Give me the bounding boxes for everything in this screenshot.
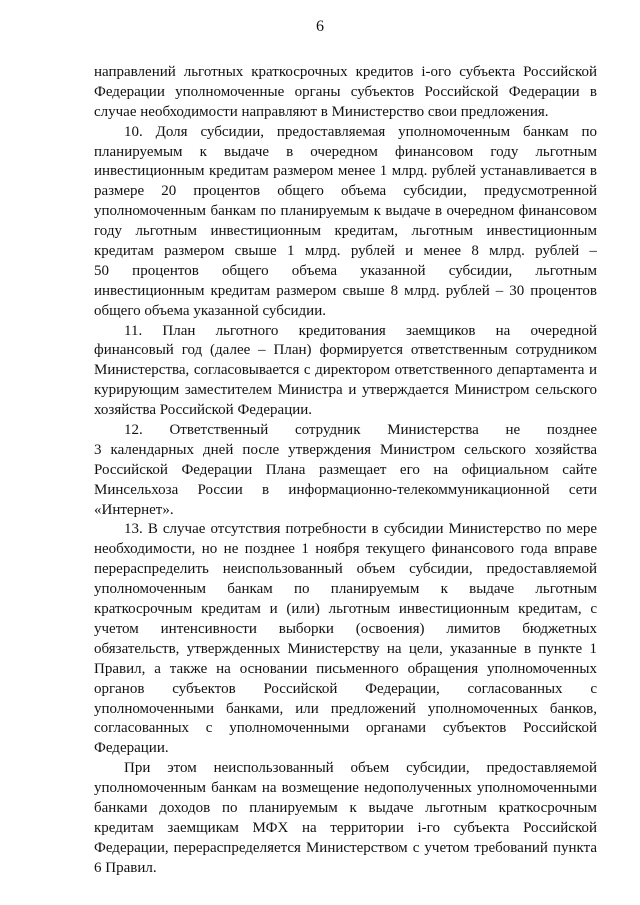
text-line: органов субъектов Российской Федерации, согласованных с [94,680,597,697]
text-line: финансовый год (далее – План) формируется ответственным сотрудником [94,342,597,359]
text-line: 13. В случае отсутствия потребности в субсидии Министерство по мере [124,521,597,538]
text-line: курирующим заместителем Министра и утверждается Министром сельского [94,382,597,399]
text-line: 50 процентов общего объема указанной субсидии, льготным [94,262,597,279]
text-line: 10. Доля субсидии, предоставляемая уполномоченным банкам по [124,123,597,140]
text-line: кредитам заемщикам МФХ на территории i-го субъекта Российской [94,819,597,836]
text-line: уполномоченным банкам на возмещение недополученных уполномоченными [94,780,597,797]
text-line: уполномоченным банкам по планируемым к выдаче в очередном финансовом [94,203,597,220]
text-line: Минсельхоза России в информационно-телекоммуникационной сети [94,481,597,498]
text-line: случае необходимости направляют в Министерство свои предложения. [94,103,549,120]
text-line: 3 календарных дней после утверждения Министром сельского хозяйства [94,441,597,458]
document-body [94,63,597,879]
text-line: размере 20 процентов общего объема субсидии, предусмотренной [94,183,597,200]
page-number: 6 [316,18,324,35]
text-line: 6 Правил. [94,859,157,876]
text-line: общего объема указанной субсидии. [94,302,326,319]
text-line: хозяйства Российской Федерации. [94,402,313,419]
text-line: Правил, а также на основании письменного обращения уполномоченных [94,660,597,677]
text-line: учетом интенсивности выборки (освоения) лимитов бюджетных [94,620,597,637]
text-line: уполномоченным банкам по планируемым к выдаче льготным [94,581,597,598]
text-line: При этом неиспользованный объем субсидии, предоставляемой [124,760,597,777]
text-line: инвестиционным кредитам размером свыше 8 млрд. рублей – 30 процентов [94,282,597,299]
text-line: планируемым к выдаче в очередном финансовом году льготным [94,143,597,160]
text-line: 12. Ответственный сотрудник Министерства не позднее [124,422,597,439]
text-line: кредитам размером свыше 1 млрд. рублей и менее 8 млрд. рублей – [94,243,597,260]
text-line: инвестиционным кредитам размером менее 1 млрд. рублей устанавливается в [94,163,597,180]
text-line: Федерации, перераспределяется Министерством с учетом требований пункта [94,839,597,856]
text-line: Федерации уполномоченные органы субъектов Российской Федерации в [94,83,597,100]
text-line: краткосрочным кредитам и (или) льготным инвестиционным кредитам, с [94,601,597,618]
text-line: Федерации. [94,740,169,757]
text-line: году льготным инвестиционным кредитам, льготным инвестиционным [94,223,597,240]
text-line: «Интернет». [94,501,174,518]
text-line: банками доходов по планируемым к выдаче льготным краткосрочным [94,799,597,816]
text-line: обязательств, утвержденных Министерству на цели, указанные в пункте 1 [94,640,597,657]
text-line: 11. План льготного кредитования заемщиков на очередной [124,322,597,339]
text-line: необходимости, но не позднее 1 ноября текущего финансового года вправе [94,541,597,558]
text-line: согласованных с уполномоченными органами субъектов Российской [94,720,597,737]
text-line: направлений льготных краткосрочных кредитов i-ого субъекта Российской [94,64,597,80]
text-line: перераспределить неиспользованный объем субсидии, предоставляемой [94,561,597,578]
text-line: Министерства, согласовывается с директором ответственного департамента и [94,362,597,379]
text-line: Российской Федерации Плана размещает его на официальном сайте [94,461,597,478]
text-line: уполномоченными банками, или предложений уполномоченных банков, [94,700,597,717]
